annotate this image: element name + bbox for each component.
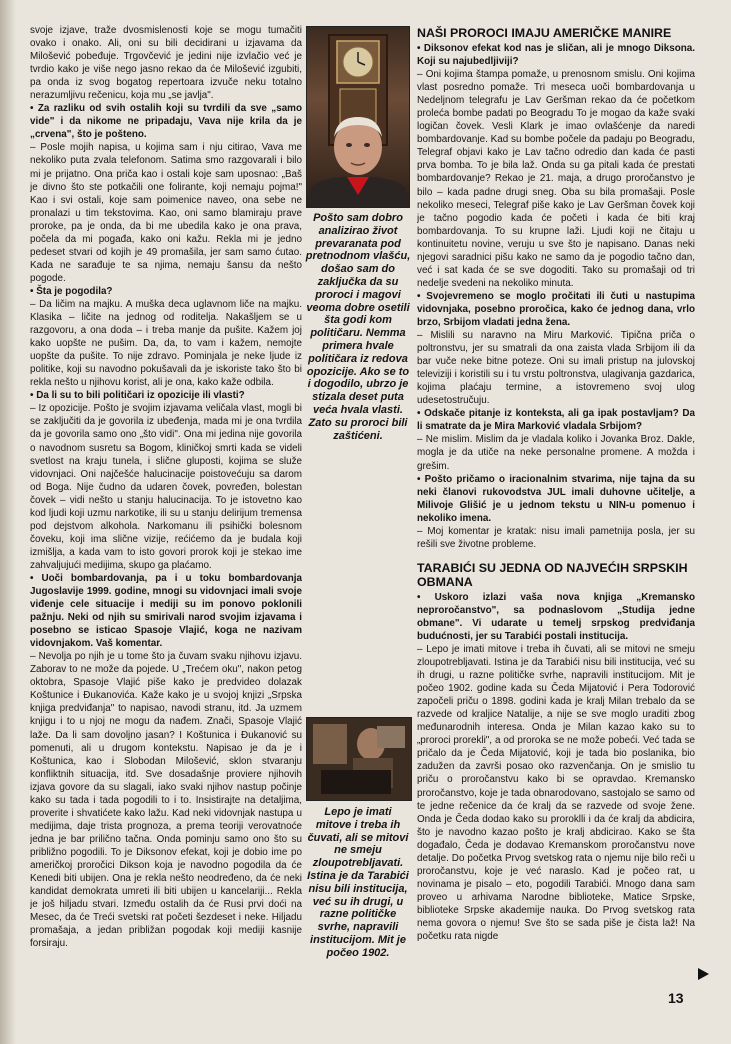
question: • Pošto pričamo o iracionalnim stvarima, nije tajna da su neki članovi rukovodstva JUL imali duhovne učitelje, a Milivoje Glišić je u jednom tekstu u NIN-u pomenuo i nekoliko imena. bbox=[417, 473, 695, 524]
section-heading: NAŠI PROROCI IMAJU AMERIČKE MANIRE bbox=[417, 26, 672, 40]
question: • Za razliku od svih ostalih koji su tvrdili da sve „samo vide" i da nikome ne pripadaju, Vava nije krila da je „crvena", što je pošteno. bbox=[30, 103, 302, 141]
page-number: 13 bbox=[668, 990, 684, 1006]
paragraph: – Lepo je imati mitove i treba ih čuvati, ali se mitovi ne smeju zloupotrebljavati. Istina je da Tarabići nisu bili institucija, već su ih drugi, u razne političke svrhe, napravili institucijom. Mit je počeo 1902. godine kada su Čeda Mijatović i Pera Todorović započeli priču o 1898. godini kada je kralj Milan trebalo da se razvede od kraljice Natalije, a nije se sve moglo uraditi zbog međunarodnih interesa. Onda je Milan kazao kako su to „proroci prorekli", a od proroka se ne može pobeći. Već tada se pričalo da je Čeda Mijatović, koji je tada bio poslanika, bio zadužen da završi posao oko razvenčanja. On je smislio tu priču o proročanstvu kako bi se opravdao. Kremansko proročanstvo, koje je tada obnarodovano, sastojalo se samo od te jedne rečenice da će kralj da se razvede od svoje žene. Onda je Čeda dodao kako su proroklli i da će kralj da abdicira, što je navodno kazao pošto je kralj abdicirao. Kako se šta događalo, Čeda je dodavao Kremanskom proročanstvu nove detalje. Do početka Prvog svetskog rata o njemu nije bilo reči u proročanstvu, koje je već naraslo. Kad je počeo rat, u novinama je pisalo – eto, pogodili Tarabići. Mnogo dana sam proveo u arhivama Narodne biblioteke, Matice Srpske, biblioteke Srpske akademije nauka. Do Prvog svetskog rata nema govora o njemu! Sve što se sada piše je čista laž! Na početku rata nigde bbox=[417, 644, 695, 943]
book-photo-illustration bbox=[307, 718, 411, 800]
interviewee-photo-illustration bbox=[307, 27, 409, 207]
paragraph: – Ne mislim. Mislim da je vladala koliko i Jovanka Broz. Dakle, mogla je da utiče na neke personalne promene. A možda i grešim. bbox=[417, 434, 695, 472]
paragraph: – Mislili su naravno na Miru Marković. Tipična priča o poltronstvu, jer su smatrali da ona zaista vlada Srbijom ili da bar vuče neke bitne poteze. Oni su imali pristup na julovskoj televiziji i koristili su i tu vrstu poltronstva, ulagivanja gazdarica, kojima plaćaju termine, a istovremeno svoj ulog udesetostručuju. bbox=[417, 330, 695, 407]
photo-caption: Pošto sam dobro analizirao život prevaranata pod pretnodnom vlašću, došao sam do zaključka da su proroci i magovi veoma dobre osetili šta godi kom političaru. Nemma primera hvale političara iz redova opozicije. Ako se to i dogodilo, ubrzo je stizala deset puta veća hvala vlasti. Zato su proroci bili zaštićeni. bbox=[305, 212, 411, 442]
question: • Odskače pitanje iz konteksta, ali ga ipak postavljam? Da li smatrate da je Mira Marković vladala Srbijom? bbox=[417, 408, 695, 433]
paragraph: – Posle mojih napisa, u kojima sam i nju citirao, Vava me nekoliko puta zvala telefonom. Satima smo razgovarali i bilo mi je prijatno. Ona priča kao i ostali koje sam uposnao: „Baš je divno što ste potkačili one folirante, koji nemaju pojma!" Kao i svi ostali, koje sam poimenice naveo, ona sebe ne pronalazi u tim tekstovima. Kao, oni samo blamiraju prave proroke, pa je onda, da bi me ubedila kako je ona prava, počela da mi pogađa, kako oni kažu. Rekla mi je jedno pedeset stvari od kojih je 49 promašila, jer sam samo ćutao. Kada ne sarađuje te sa njima, nemaju šansu da nešto pogode. bbox=[30, 142, 302, 284]
section-heading: TARABIĆI SU JEDNA OD NAJVEĆIH SRPSKIH OBMANA bbox=[417, 560, 688, 589]
question: • Uoči bombardovanja, pa i u toku bombardovanja Jugoslavije 1999. godine, mnogi su vidovnjaci imali svoje viđenje cele situacije i mediji su im ponovo poklonili pažnju. Neki od njih su smirivali narod svojim izjavama i posebno se isticao Spasoje Vlajić, koga ne nazivam vidovnjakom. Vaš komentar. bbox=[30, 572, 302, 650]
question: • Svojevremeno se moglo pročitati ili čuti u nastupima vidovnjaka, posebno proročica, kako će jednog dana, vrlo brzo, Srbijom vladati jedna žena. bbox=[417, 290, 695, 328]
book-photo bbox=[306, 717, 412, 801]
paragraph: svoje izjave, traže dvosmislenosti koje se mogu tumačiti ovako i onako. Ali, oni su bili decidirani u izjavama da Milošević pobeđuje. Trgovčević je jedini nije izvlačio već je tvrdio kako je više nego jasno rekao da će Milošević izgubiti, pa onda iz svog bogatog repertoara izvuče neku totalno nerazumljivu rečenicu, koja mu „se javlja". bbox=[30, 25, 302, 102]
continue-arrow-icon bbox=[698, 968, 709, 980]
left-column bbox=[30, 24, 302, 1024]
paragraph: – Nevolja po njih je u tome što ja čuvam svaku njihovu izjavu. Zaborav to ne može da pojede. U „Trećem oku", nakon petog oktobra, Spasoje Vlajić piše kako je predvideo dolazak Koštunice i Đukanovića. Kaže kako je u svojoj knjizi „Srpska knjiga predviđanja" to napisao, navodi stranu, itd. Ja uzmem knjigu i to u njoj ne mogu da nađem. Znači, Spasoje Vlajić laže. Da li sam dovoljno jasan? I Koštunica i Đukanović su pomenuti, ali u drugom kontekstu. Napisao je da je i Koštunica, kao i Slobodan Milošević, sklon stvaranju konfliktnih situacija, itd. Sve dosadašnje proviere njihovih izjava govore da su slagali, iako svaki njihov nastup počinje kako su tada i tada pogodili to i to. Insistirajte na detaljima, proverite i shvatićete kako lažu. Kad neki vidovnjak nastupa u medijima, daje trista prognoza, a prema teoriji verovatnoće jedna je bar prilično tačna. Onda pominju samo ono što su približno pogodili. To je Diksonov efekat, koji je dobio ime po američkoj proročici Dikson koja je navodno pogodila da će Kenedi biti ubijen. Ona je rekla nešto neodređeno, da će neki kandidat demokrata umreti ili biti ubijen u kancelariji... Rekla je još hiljadu stvari. Između ostalih da će Rusi prvi doći na Mesec, da će Treći svetski rat početi šezdeset i neke. Hiljadu promašaja, a jedan približan pogodak koji mediji kasnije forsiraju. bbox=[30, 651, 302, 950]
paragraph: – Moj komentar je kratak: nisu imali pametnija posla, jer su rešili sve životne probleme. bbox=[417, 525, 695, 550]
question: • Da li su to bili političari iz opozicije ili vlasti? bbox=[30, 390, 245, 402]
paragraph: – Oni kojima štampa pomaže, u prenosnom smislu. Oni kojima vlast posredno pomaže. Tri meseca uoči bombardovanja u Nedeljnom telegrafu je Lav Geršman rekao da će početkom proleća bombe padati po Beogradu To je mogao da kaže svaki logičan čovek. Vesli Klark je imao ovlašćenje da naredi bombardovanje. Kad su bombe počele da padaju po Beogradu, Telegraf objavi kako je Lav tačno odredio dan kada će pasti prva bomba. To je bila laž. Onda su ga pitali kada će prestati bombardovanje? Rekao je 21. maja, a drugo proročanstvo je bilo – kada padne drugi sneg. Oba su bila promašaji. Posle nekoliko meseci, Telegraf piše kako je Lav Geršman čovek koji je tačno pogodio kada će početi i kada će biti kraj bombardovanja. To su krupne laži. Ljudi koji ne čitaju u kontinuitetu novine, veruju u sve što je napisano. Danas neki njegovi saradnici pišu kako ne samo da je pogodio tačno dan, već i sat kada će se sve dogoditi. Tako su promašaji od tri nedelje svedeni na nekoliko minuta. bbox=[417, 69, 695, 289]
photo-caption: Lepo je imati mitove i treba ih čuvati, ali se mitovi ne smeju zloupotrebljavati. Istina je da Tarabići nisu bili institucija, već su ih drugi, u razne političke svrhe, napravili institucijom. Mit je počeo 1902. bbox=[307, 806, 409, 959]
right-column bbox=[417, 26, 695, 1021]
question: • Diksonov efekat kod nas je sličan, ali je mnogo Diksona. Koji su najubedljiviji? bbox=[417, 43, 695, 68]
paragraph: – Iz opozicije. Pošto je svojim izjavama veličala vlast, mogli bi se zaključiti da je govorila iz ubeđenja, mada mi je ona tvrdila da je govorila samo ono „što vidi". Ona mi jedina nije govorila o navodnom susretu sa Bogom, kliničkoj smrti kada se videli svetlost na kraju tunela, i slične gluposti, kojima se služe vidovnjaci. Oni najčešće halucinacije poistovećuju sa darom od Boga. Nije čudno da udaren čovek, povređen, bolestan čovek – vidi nešto u stanju halucinacija. To je istovetno kao kod ljudi koji uzmu narkotike, ili su u stanju delirijum tremensa pod dejstvom alkohola. Narkomanu ili psihički bolesnom čoveku, koji ima slične vizije, rećićemo da je budala koji izmišlja, a kada vam to isto govori prorok koji je stekao ime zahvaljujući medijima, skupo ga plaćamo. bbox=[30, 403, 302, 571]
question: • Šta je pogodila? bbox=[30, 285, 113, 297]
paragraph: – Da ličim na majku. A muška deca uglavnom liče na majku. Klasika – ličite na jednog od roditelja. Nakašljem se u razgovoru, a ona doda – i treba manje da pušite. Kažem joj kako uopšte ne pušim. Da, da, to vam i kažem, nemojte uopšte da pušite. To nije zdravo. Pominjala je neke ljude iz politike, koji su navodno pokušavali da je iskoriste tako što bi rekla nešto u njihovu korist, ali je ona, kako kaže odbila. bbox=[30, 298, 302, 389]
question: • Uskoro izlazi vaša nova knjiga „Kremansko neproročanstvo", sa podnaslovom „Studija jedne obmane". Vi udarate u temelj srpskog predviđanja budućnosti, jer su Tarabići postali institucija. bbox=[417, 591, 695, 642]
interviewee-photo bbox=[306, 26, 410, 208]
